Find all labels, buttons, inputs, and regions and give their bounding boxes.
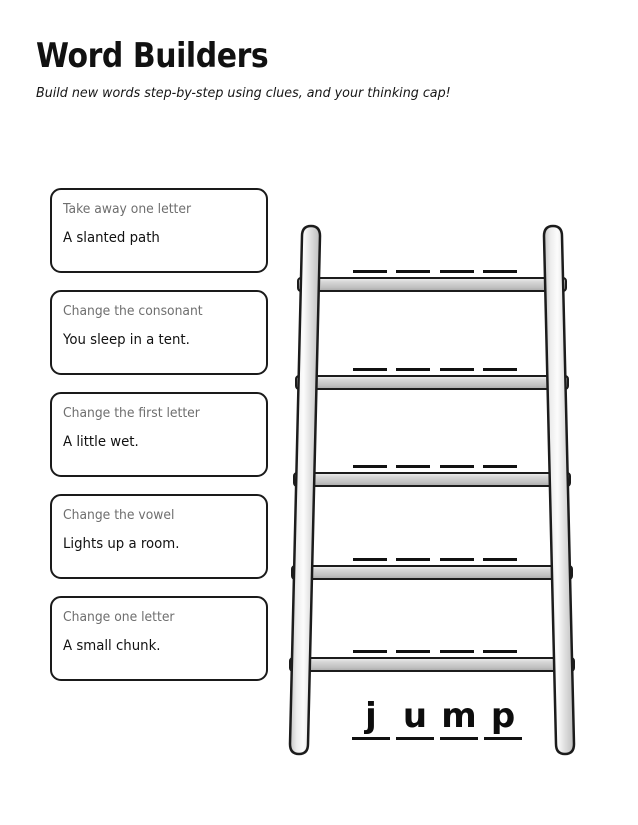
clue-hint: A little wet. [63,433,139,450]
clue-box[interactable] [50,596,268,681]
ladder-svg [282,222,582,762]
ladder-rungs [290,278,574,671]
clue-instruction: Change the vowel [63,508,175,523]
clue-hint: A small chunk. [63,637,161,654]
ladder-rung [296,376,568,389]
ladder-rung [294,473,570,486]
ladder-rung [292,566,572,579]
start-word [352,697,522,740]
ladder-rail-right [544,226,574,754]
clue-hint: A slanted path [63,229,160,246]
start-word-letter: j [352,697,390,740]
clue-hint: Lights up a room. [63,535,180,552]
clue-instruction: Change the first letter [63,406,200,421]
page-subtitle: Build new words step-by-step using clues, and your thinking cap! [36,85,451,101]
start-word-letter: u [396,697,434,740]
clue-box[interactable] [50,392,268,477]
clue-box[interactable] [50,188,268,273]
ladder-illustration [282,222,582,762]
ladder-rail-left [290,226,320,754]
clue-instruction: Change one letter [63,610,175,625]
clue-instruction: Take away one letter [63,202,192,217]
ladder-rung [298,278,566,291]
start-word-letter: m [440,697,478,740]
clue-box[interactable] [50,494,268,579]
clue-list [50,188,268,698]
page-title: Word Builders [36,36,269,76]
start-word-letter: p [484,697,522,740]
clue-box[interactable] [50,290,268,375]
clue-instruction: Change the consonant [63,304,203,319]
ladder-rung [290,658,574,671]
clue-hint: You sleep in a tent. [63,331,190,348]
